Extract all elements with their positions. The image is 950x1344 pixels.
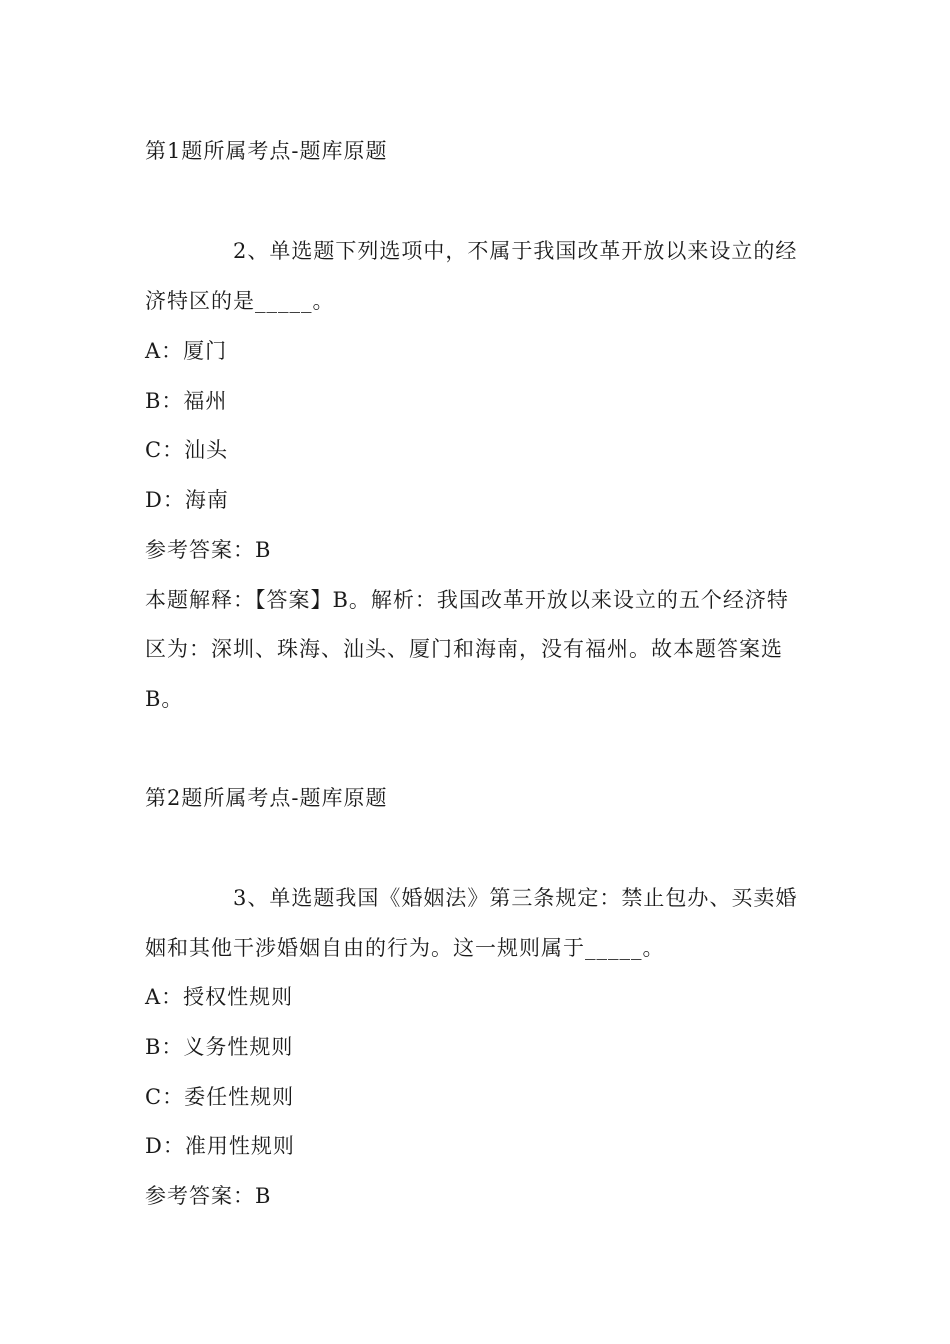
option-c: C：汕头 xyxy=(145,438,229,462)
explanation-line: 区为：深圳、珠海、汕头、厦门和海南，没有福州。故本题答案选 xyxy=(145,637,783,661)
answer: 参考答案：B xyxy=(145,1184,272,1208)
explanation-line: B。 xyxy=(145,687,184,711)
option-b: B：义务性规则 xyxy=(145,1035,294,1059)
question-text-continued: 姻和其他干涉婚姻自由的行为。这一规则属于_____。 xyxy=(145,936,665,960)
question-text: 2、单选题下列选项中，不属于我国改革开放以来设立的经 xyxy=(233,239,798,263)
option-a: A：授权性规则 xyxy=(145,985,294,1009)
option-d: D：海南 xyxy=(145,488,229,512)
option-a: A：厦门 xyxy=(145,339,228,363)
explanation-line: 本题解释：【答案】B。解析：我国改革开放以来设立的五个经济特 xyxy=(145,588,789,612)
option-c: C：委任性规则 xyxy=(145,1085,295,1109)
section-heading: 第2题所属考点-题库原题 xyxy=(145,786,388,810)
section-heading: 第1题所属考点-题库原题 xyxy=(145,139,388,163)
answer: 参考答案：B xyxy=(145,538,272,562)
option-d: D：准用性规则 xyxy=(145,1134,295,1158)
question-text: 3、单选题我国《婚姻法》第三条规定：禁止包办、买卖婚 xyxy=(233,886,798,910)
question-text-continued: 济特区的是_____。 xyxy=(145,289,335,313)
option-b: B：福州 xyxy=(145,389,228,413)
